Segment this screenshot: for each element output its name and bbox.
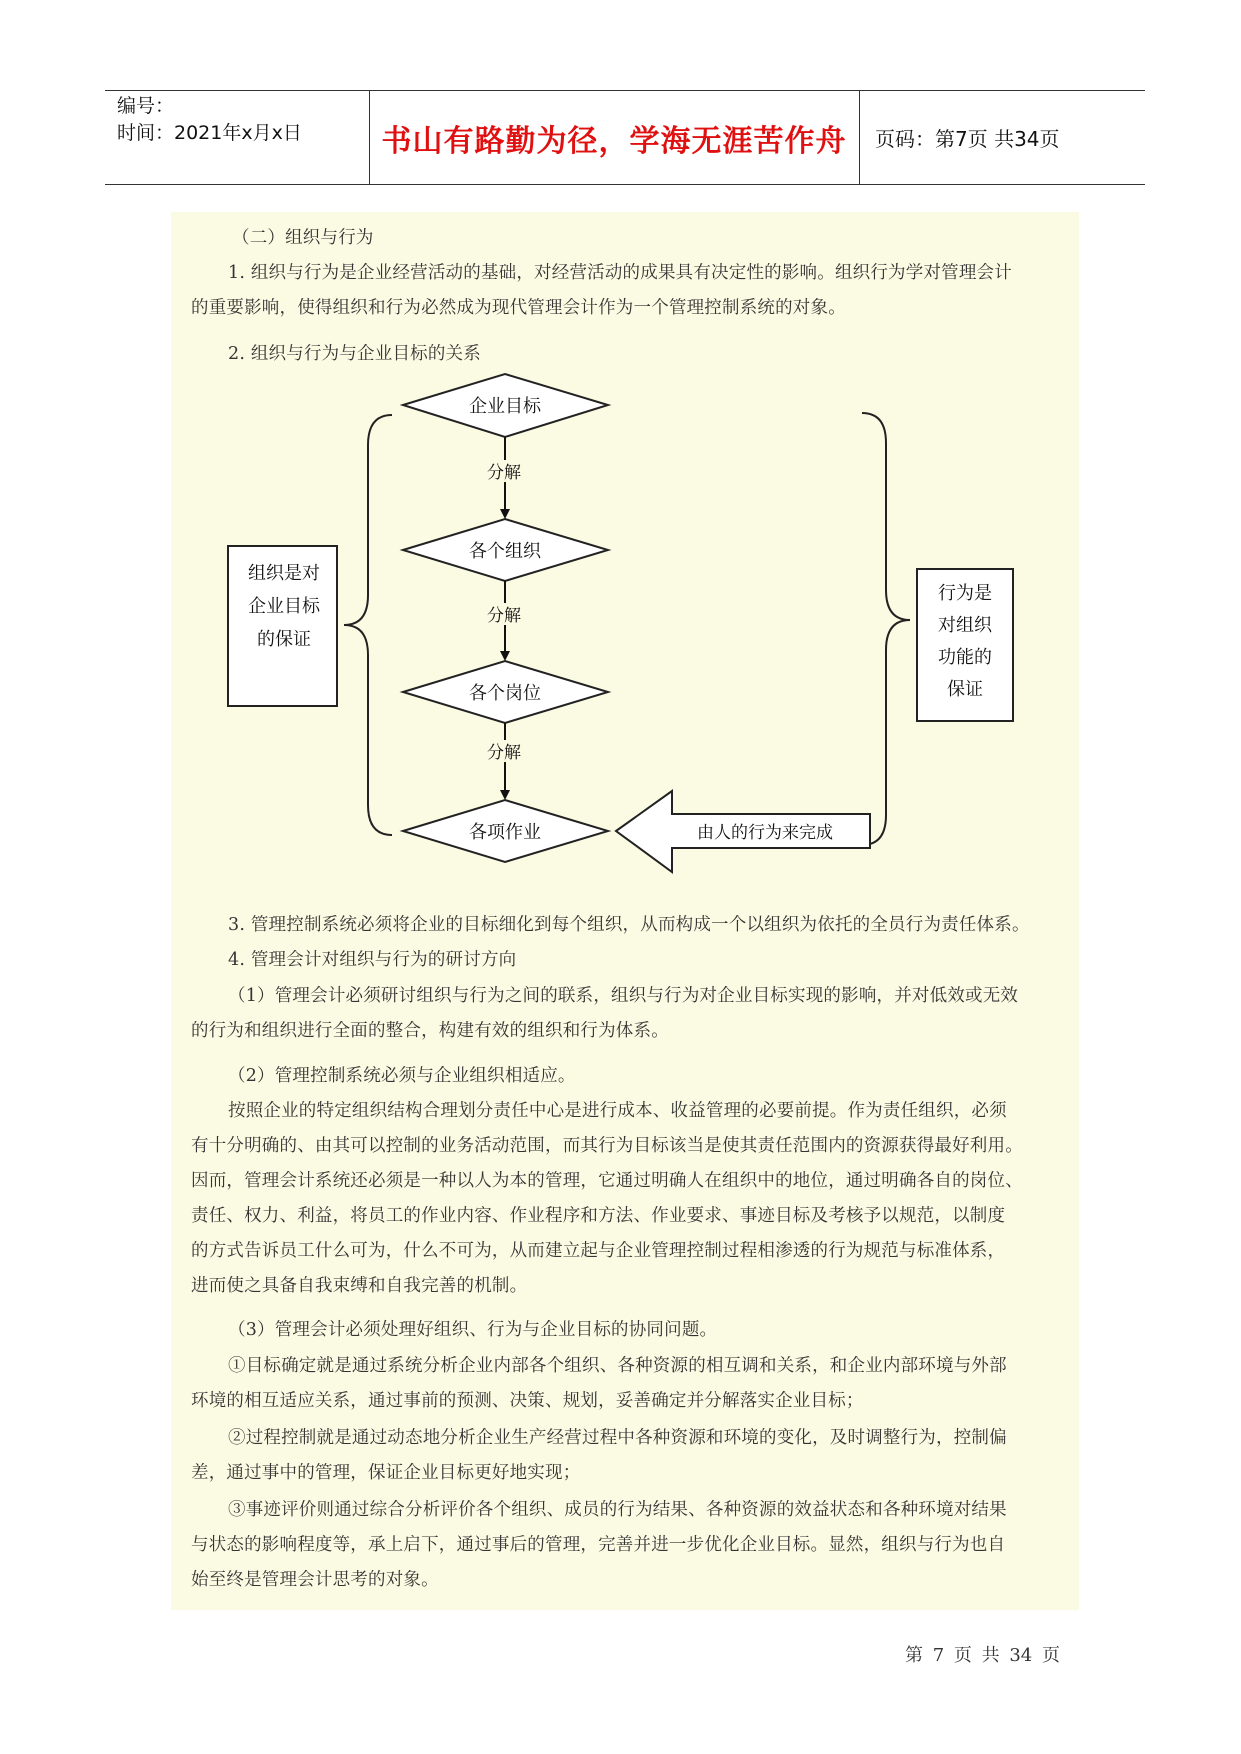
sub1-line-2: 的行为和组织进行全面的整合，构建有效的组织和行为体系。	[191, 1021, 669, 1041]
circle3-line-3: 始至终是管理会计思考的对象。	[191, 1570, 439, 1590]
paragraph-4: 4. 管理会计对组织与行为的研讨方向	[228, 950, 517, 970]
node-enterprise-goal: 企业目标	[469, 396, 541, 417]
sub2-line-6: 进而使之具备自我束缚和自我完善的机制。	[191, 1276, 528, 1296]
split-label-2: 分解	[487, 606, 521, 626]
paragraph-2: 2. 组织与行为与企业目标的关系	[228, 344, 481, 364]
paragraph-1-line-2: 的重要影响，使得组织和行为必然成为现代管理会计作为一个管理控制系统的对象。	[191, 298, 846, 318]
sub2-line-3: 因而，管理会计系统还必须是一种以人为本的管理，它通过明确人在组织中的地位，通过明确各自的岗位、	[191, 1171, 1023, 1191]
circle1-line-2: 环境的相互适应关系，通过事前的预测、决策、规划，妥善确定并分解落实企业目标；	[191, 1391, 864, 1411]
sub3-title: （3）管理会计必须处理好组织、行为与企业目标的协同问题。	[228, 1320, 718, 1340]
sub2-line-1: 按照企业的特定组织结构合理划分责任中心是进行成本、收益管理的必要前提。作为责任组织，必须	[228, 1101, 1007, 1121]
right-brace	[862, 413, 910, 845]
arrow-label: 由人的行为来完成	[697, 823, 833, 843]
header-page-info: 页码：第7页 共34页	[875, 127, 1060, 151]
header-motto: 书山有路勤为径，学海无涯苦作舟	[381, 123, 847, 159]
right-box-line-4: 保证	[947, 679, 983, 700]
split-label-3: 分解	[487, 743, 521, 763]
split-label-1: 分解	[487, 463, 521, 483]
left-box-line-3: 的保证	[257, 629, 311, 650]
circle2-line-1: ②过程控制就是通过动态地分析企业生产经营过程中各种资源和环境的变化，及时调整行为，控制偏	[228, 1428, 1007, 1448]
right-box-line-3: 功能的	[938, 647, 992, 668]
sub1-line-1: （1）管理会计必须研讨组织与行为之间的联系，组织与行为对企业目标实现的影响，并对低效或无效	[228, 986, 1019, 1006]
sub2-line-4: 责任、权力、利益，将员工的作业内容、作业程序和方法、作业要求、事迹目标及考核予以规范，以制度	[191, 1206, 1006, 1226]
circle2-line-2: 差，通过事中的管理，保证企业目标更好地实现；	[191, 1463, 581, 1483]
paragraph-3: 3. 管理控制系统必须将企业的目标细化到每个组织，从而构成一个以组织为依托的全员行为责任体系。	[228, 915, 1030, 935]
left-box-line-1: 组织是对	[248, 563, 320, 584]
paragraph-1-line-1: 1. 组织与行为是企业经营活动的基础，对经营活动的成果具有决定性的影响。组织行为学对管理会计	[228, 263, 1012, 283]
document-time-label: 时间：2021年x月x日	[117, 122, 302, 144]
node-operations: 各项作业	[469, 822, 541, 843]
left-box-line-2: 企业目标	[248, 596, 320, 617]
section-heading: （二）组织与行为	[232, 228, 374, 248]
circle3-line-2: 与状态的影响程度等，承上启下，通过事后的管理，完善并进一步优化企业目标。显然，组织与行为也自	[191, 1535, 1006, 1555]
sub2-line-5: 的方式告诉员工什么可为，什么不可为，从而建立起与企业管理控制过程相渗透的行为规范与标准体系，	[191, 1241, 1006, 1261]
circle3-line-1: ③事迹评价则通过综合分析评价各个组织、成员的行为结果、各种资源的效益状态和各种环境对结果	[228, 1500, 1007, 1520]
right-box-line-1: 行为是	[938, 583, 992, 604]
node-positions: 各个岗位	[469, 683, 541, 704]
right-box-line-2: 对组织	[938, 615, 992, 636]
left-brace	[344, 415, 392, 835]
document-number-label: 编号：	[117, 95, 175, 117]
sub2-title: （2）管理控制系统必须与企业组织相适应。	[228, 1066, 576, 1086]
sub2-line-2: 有十分明确的、由其可以控制的业务活动范围，而其行为目标该当是使其责任范围内的资源获得最好利用。	[191, 1136, 1023, 1156]
circle1-line-1: ①目标确定就是通过系统分析企业内部各个组织、各种资源的相互调和关系，和企业内部环境与外部	[228, 1356, 1007, 1376]
node-organizations: 各个组织	[469, 541, 541, 562]
page-footer: 第 7 页 共 34 页	[905, 1645, 1060, 1666]
